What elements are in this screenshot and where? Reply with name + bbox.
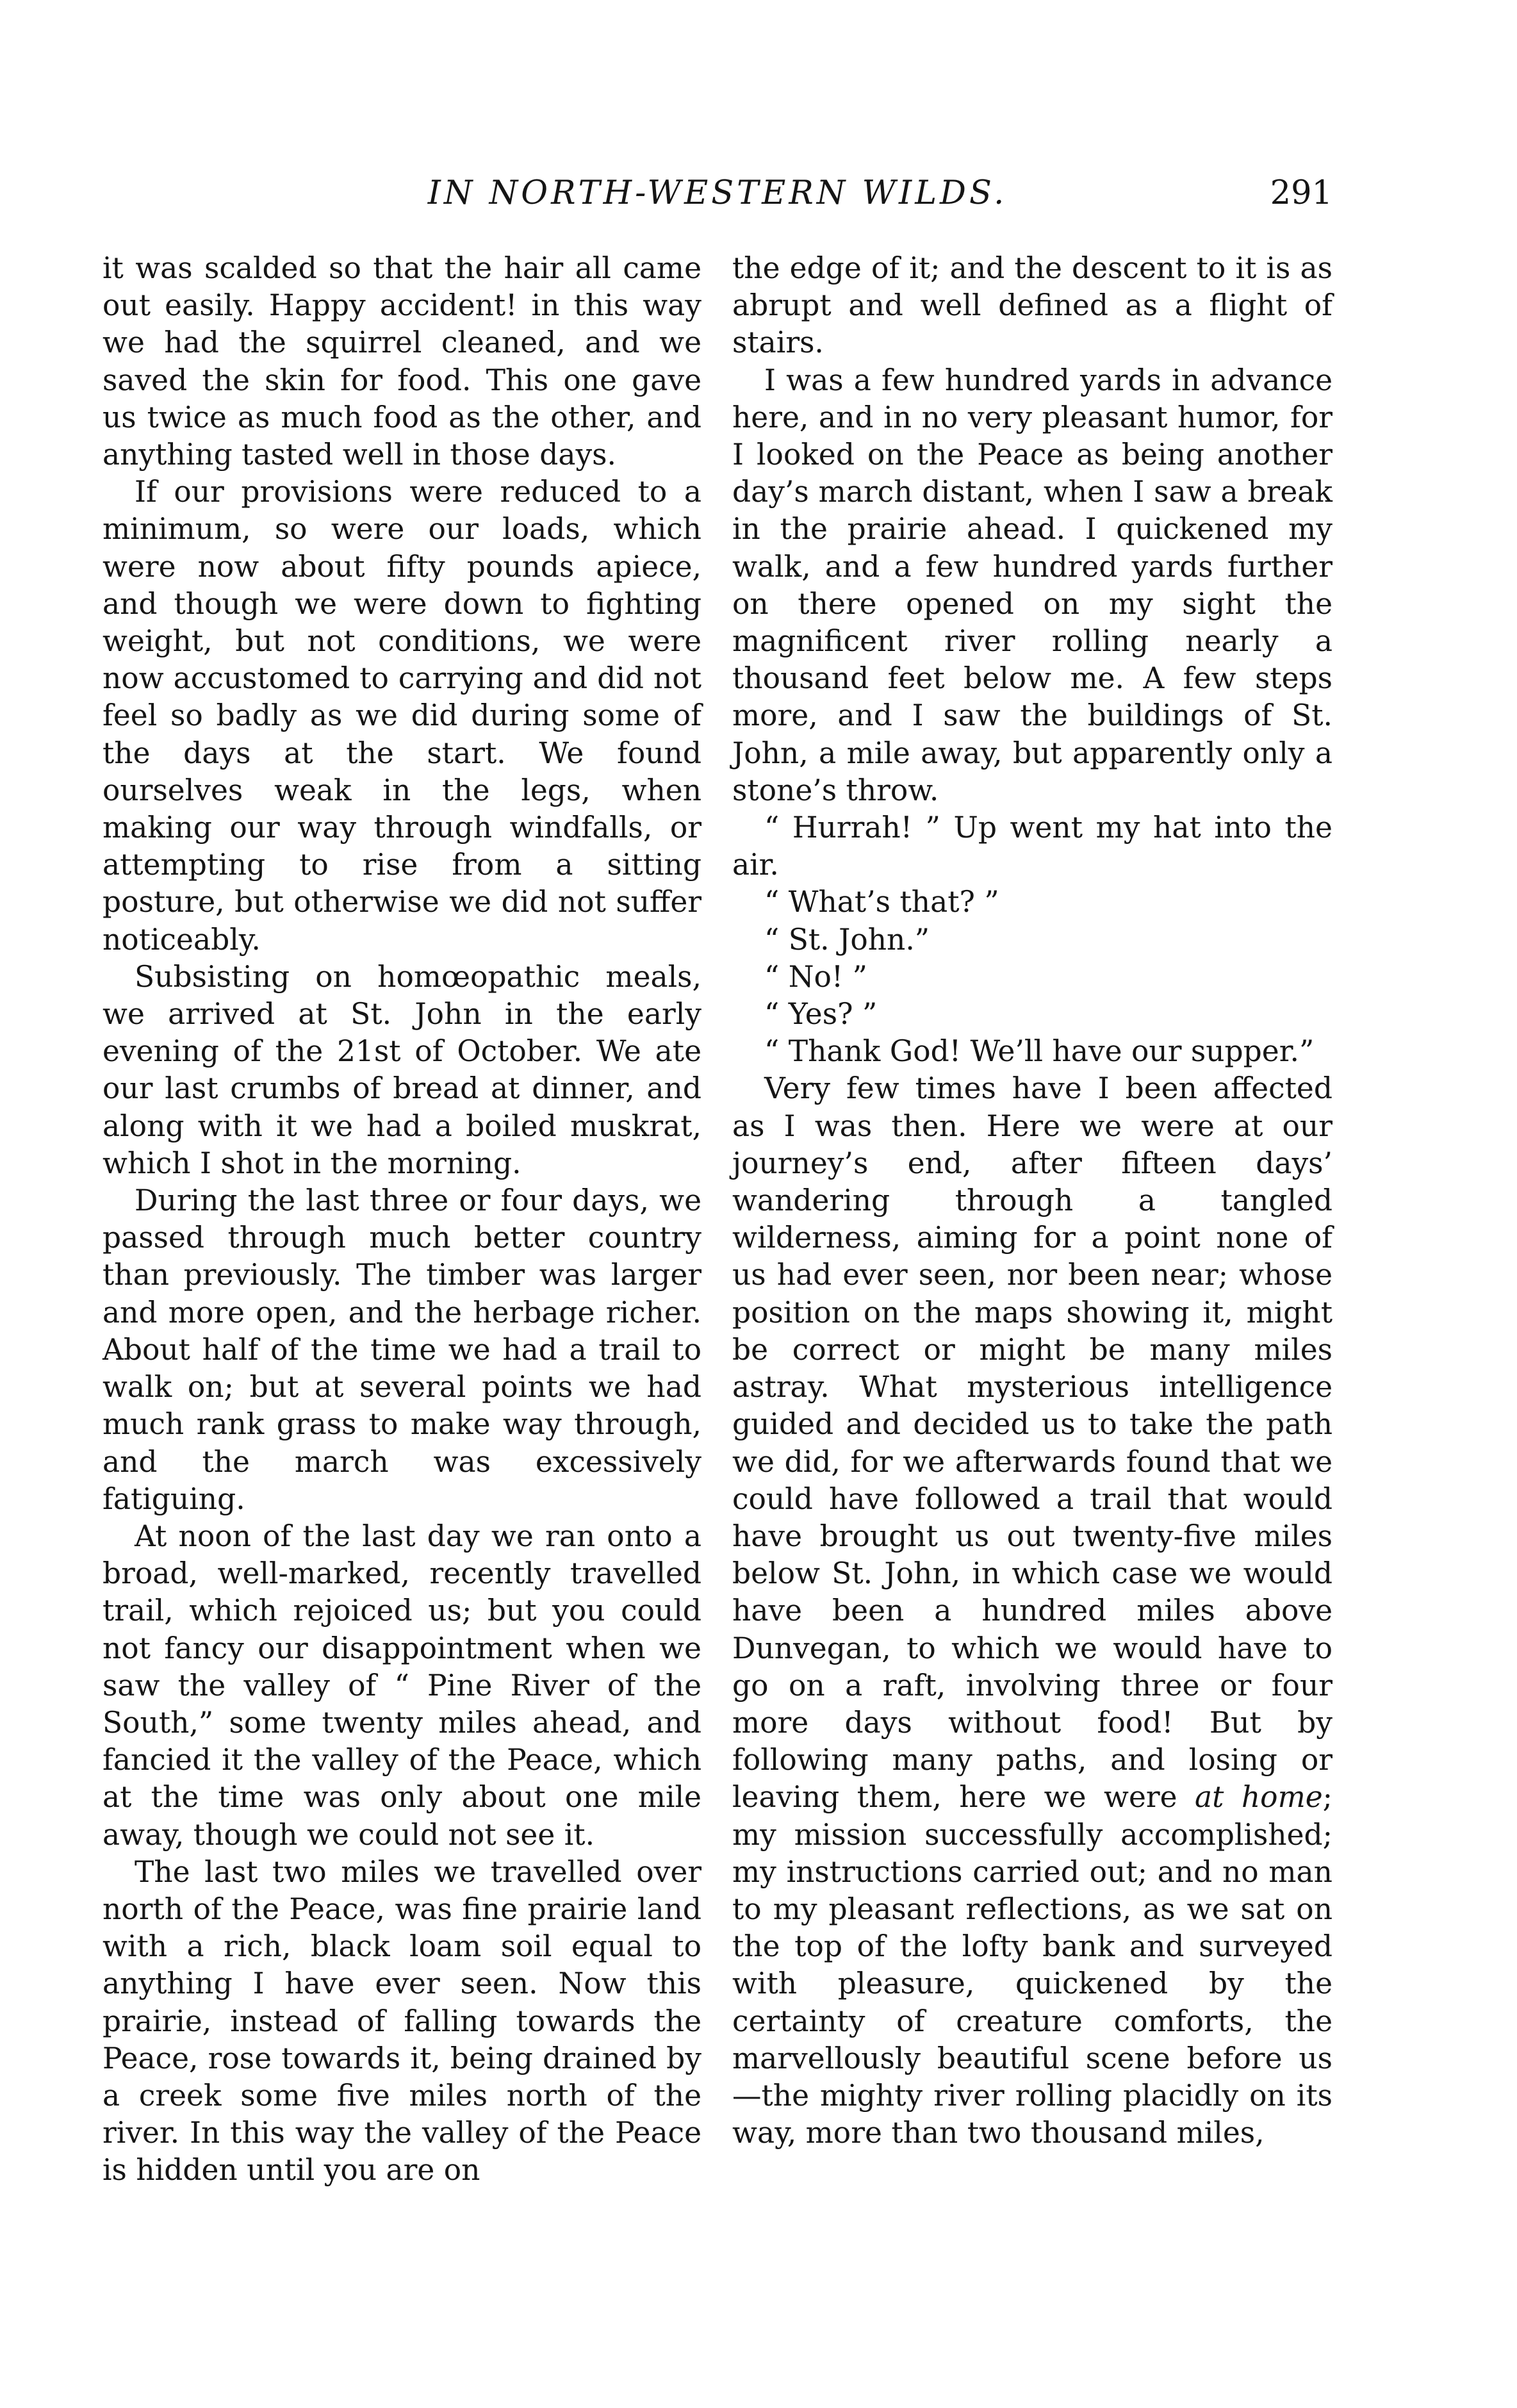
paragraph: If our provisions were reduced to a minimum, so were our loads, which were now about fifty pounds apiece, and though we were down to fighting weight, but not conditions, we were now accustomed to carrying and did not feel so badly as we did during some of the days at the start. We found ourselves weak in the legs, when making our way through windfalls, or attempting to rise from a sitting posture, but otherwise we did not suffer noticeably. <box>102 475 701 957</box>
running-title: IN NORTH-WESTERN WILDS. <box>427 174 1008 212</box>
paragraph: Subsisting on homœopathic meals, we arrived at St. John in the early evening of the 21st of October. We ate our last crumbs of bread at dinner, and along with it we had a boiled muskrat, which I shot in the morning. <box>102 959 701 1180</box>
paragraph: At noon of the last day we ran onto a broad, well-marked, recently travelled trail, which rejoiced us; but you could not fancy our disappointment when we saw the valley of “ Pine River of the South,” some twenty miles ahead, and fancied it the valley of the Peace, which at the time was only about one mile away, though we could not see it. <box>102 1519 701 1852</box>
dialogue-line: “ Yes? ” <box>764 997 878 1032</box>
dialogue-line: “ Thank God! We’ll have our supper.” <box>764 1034 1315 1069</box>
dialogue-line: “ No! ” <box>764 959 867 994</box>
page-number: 291 <box>1270 174 1332 212</box>
paragraph-text: Very few times have I been affected as I was then. Here we were at our journey’s end, after fifteen days’ wandering through a tangled wilderness, aiming for a point none of us had ever seen, nor been near; whose position on the maps showing it, might be correct or might be many miles astray. What mysterious intelligence guided and decided us to take the path we did, for we afterwards found that we could have followed a trail that would have brought us out twenty-five miles below St. John, in which case we would have been a hundred miles above Dunvegan, to which we would have to go on a raft, involving three or four more days without food! But by following many paths, and losing or leaving them, here we were <box>732 1071 1332 1815</box>
dialogue-line: “ What’s that? ” <box>764 885 999 919</box>
paragraph: The last two miles we travelled over north of the Peace, was fine prairie land with a rich, black loam soil equal to anything I have ever seen. Now this prairie, instead of falling towards the Peace, rose towards it, being drained by a creek some five miles north of the river. In this way the valley of the Peace is hidden until you are on <box>102 1854 701 2188</box>
dialogue-line: “ St. John.” <box>764 922 930 957</box>
emphasis-text: at home <box>1195 1780 1323 1815</box>
dialogue-line: “ Hurrah! ” Up went my hat into the air. <box>732 811 1332 882</box>
paragraph <box>732 1070 1332 2152</box>
paragraph: During the last three or four days, we passed through much better country than previously. The timber was larger and more open, and the herbage richer. About half of the time we had a trail to walk on; but at several points we had much rank grass to make way through, and the march was excessively fatiguing. <box>102 1183 701 1516</box>
left-column <box>102 250 701 2189</box>
paragraph: the edge of it; and the descent to it is as abrupt and well defined as a flight of stairs. <box>732 251 1332 360</box>
right-column <box>732 250 1332 2152</box>
page-header <box>102 168 1332 226</box>
paragraph: I was a few hundred yards in advance here, and in no very pleasant humor, for I looked on the Peace as being another day’s march distant, when I saw a break in the prairie ahead. I quickened my walk, and a few hundred yards further on there opened on my sight the magnificent river rolling nearly a thousand feet below me. A few steps more, and I saw the buildings of St. John, a mile away, but apparently only a stone’s throw. <box>732 363 1332 807</box>
paragraph-text: ; my mission successfully accomplished; my instructions carried out; and no man to my pleasant reflections, as we sat on the top of the lofty bank and surveyed with pleasure, quickened by the certainty of creature comforts, the marvellously beautiful scene before us —the mighty river rolling placidly on its way, more than two thousand miles, <box>732 1780 1332 2150</box>
paragraph: it was scalded so that the hair all came out easily. Happy accident! in this way we had the squirrel cleaned, and we saved the skin for food. This one gave us twice as much food as the other, and anything tasted well in those days. <box>102 251 701 472</box>
